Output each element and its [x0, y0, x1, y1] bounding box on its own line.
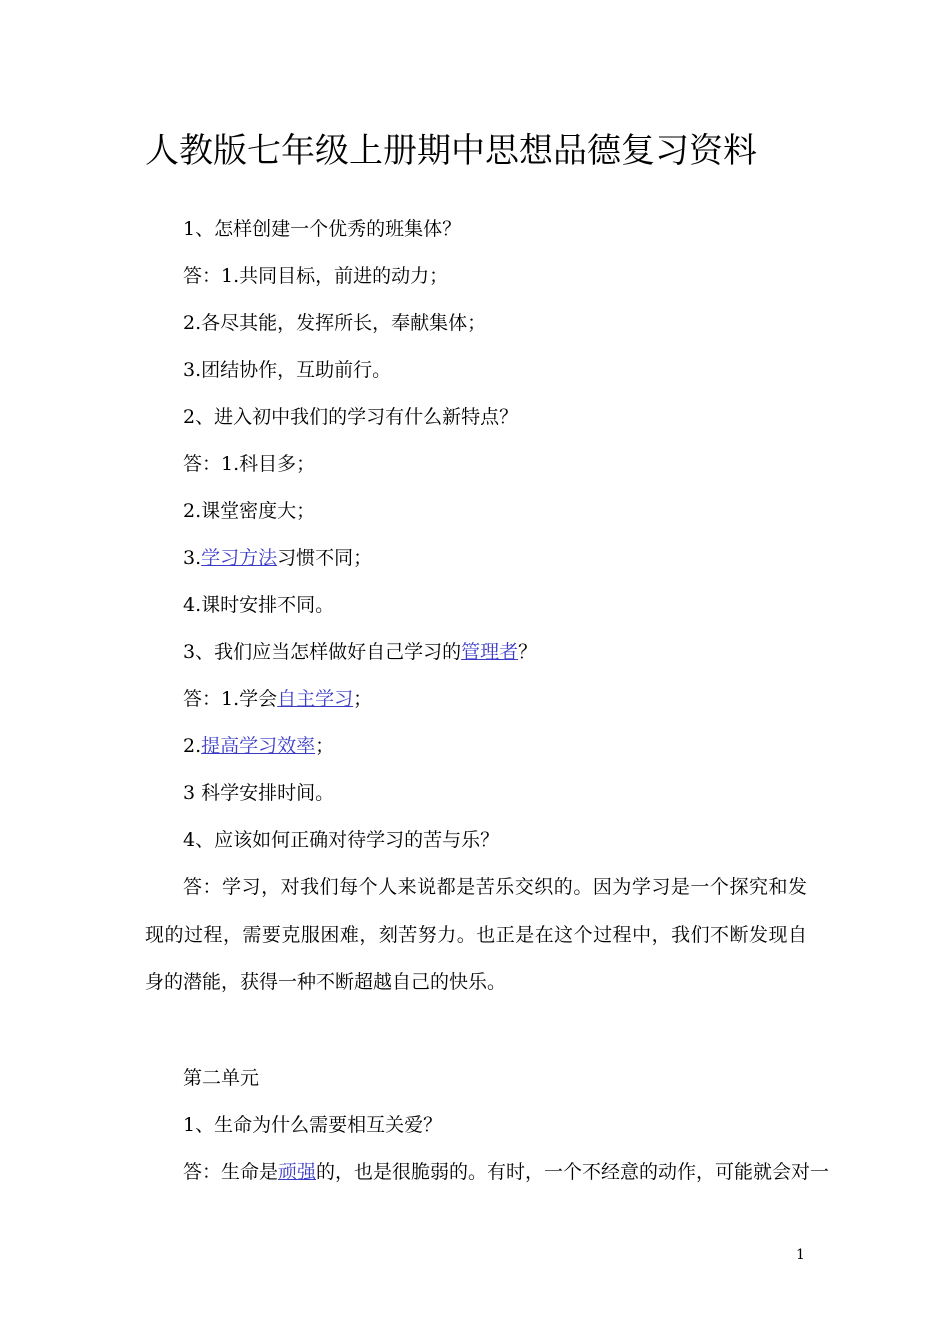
answer-3-line-2-suffix: ； [315, 735, 335, 757]
answer-2-line-3-suffix: 习惯不同； [277, 547, 373, 569]
manager-link[interactable]: 管理者 [461, 641, 519, 663]
answer-3-line-2 [145, 723, 807, 770]
section-spacer [145, 1007, 807, 1055]
document-title: 人教版七年级上册期中思想品德复习资料 [145, 131, 757, 171]
unit-2-answer-1 [145, 1149, 830, 1196]
question-3-prefix: 3、我们应当怎样做好自己学习的 [183, 641, 462, 663]
answer-2-line-3-prefix: 3. [183, 547, 202, 569]
question-1: 1、怎样创建一个优秀的班集体？ [183, 218, 462, 240]
answer-4-paragraph: 答：学习，对我们每个人来说都是苦乐交织的。因为学习是一个探究和发现的过程，需要克服困难，刻苦努力。也正是在这个过程中，我们不断发现自身的潜能，获得一种不断超越自己的快乐。 [145, 876, 807, 993]
answer-3-line-1-suffix: ； [353, 688, 373, 710]
study-efficiency-link[interactable]: 提高学习效率 [201, 735, 316, 757]
answer-3-line-3: 3 科学安排时间。 [183, 782, 335, 804]
answer-3-line-1-prefix: 答：1.学会 [183, 688, 278, 710]
self-study-link[interactable]: 自主学习 [277, 688, 354, 710]
answer-2-line-4: 4.课时安排不同。 [183, 594, 335, 616]
answer-3-line-1 [145, 676, 807, 723]
answer-2-line-2: 2.课堂密度大； [183, 500, 316, 522]
answer-1-line-3: 3.团结协作，互助前行。 [183, 359, 392, 381]
page-number: 1 [796, 1247, 805, 1263]
answer-1-line-1: 答：1.共同目标，前进的动力； [183, 265, 449, 287]
tenacious-link[interactable]: 顽强 [278, 1160, 317, 1183]
answer-3-line-2-prefix: 2. [183, 735, 202, 757]
study-method-link[interactable]: 学习方法 [201, 547, 278, 569]
question-3-suffix: ？ [518, 641, 538, 663]
question-2: 2、进入初中我们的学习有什么新特点？ [183, 406, 519, 428]
answer-2-line-1: 答：1.科目多； [183, 453, 316, 475]
answer-2-line-3 [145, 535, 807, 582]
question-3 [145, 629, 807, 676]
answer-1-line-2: 2.各尽其能，发挥所长，奉献集体； [183, 312, 487, 334]
unit-2-answer-1-prefix: 答：生命是 [183, 1160, 279, 1183]
question-4: 4、应该如何正确对待学习的苦与乐？ [183, 829, 500, 851]
unit-2-answer-1-suffix: 的，也是很脆弱的。有时，一个不经意的动作，可能就会对一 [316, 1160, 830, 1183]
document-body [145, 206, 830, 1196]
unit-2-heading: 第二单元 [183, 1066, 260, 1089]
unit-2-question-1: 1、生命为什么需要相互关爱？ [183, 1113, 443, 1136]
